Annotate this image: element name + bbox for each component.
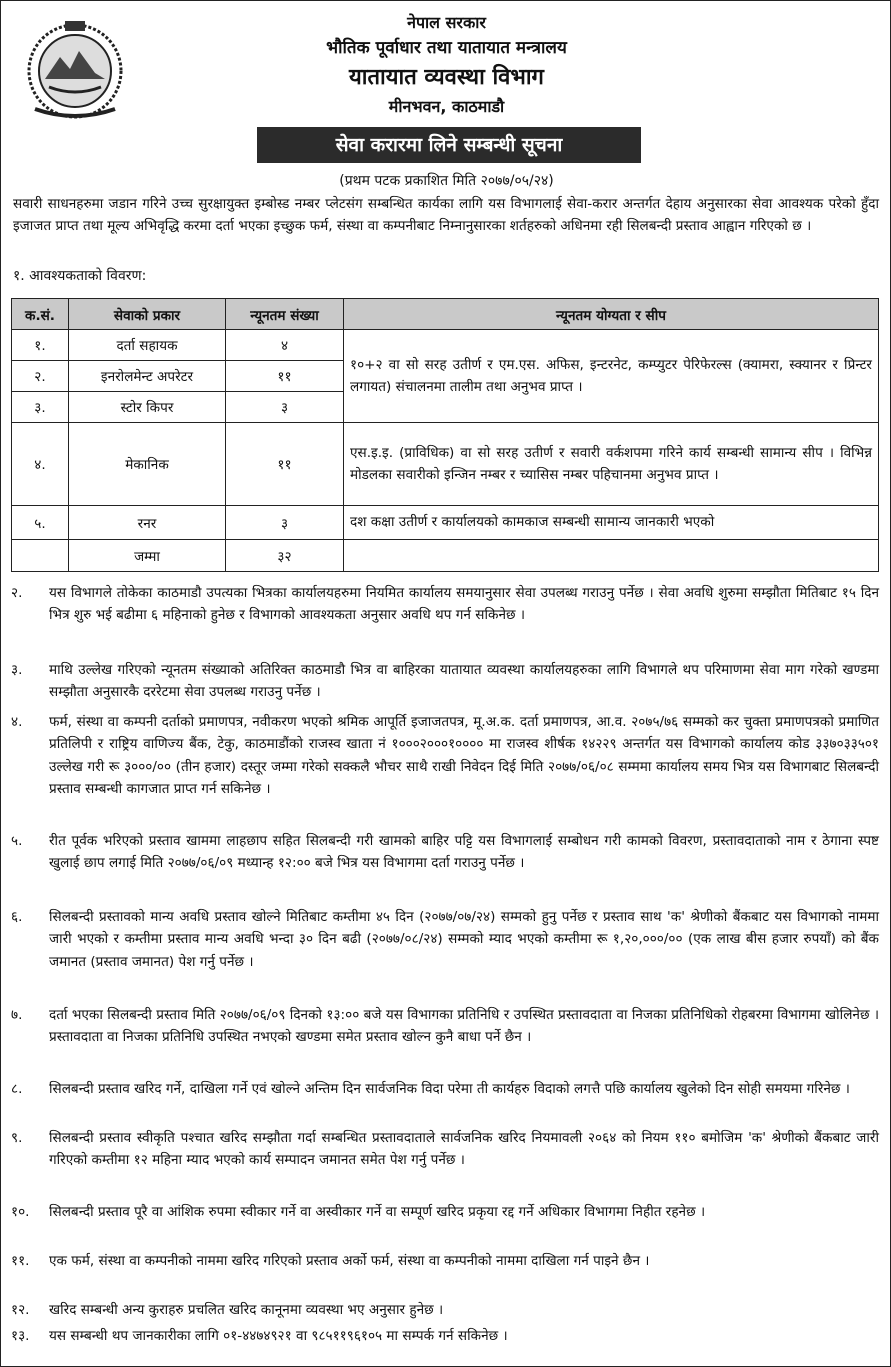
cell-sn: ३. xyxy=(12,391,69,422)
list-item xyxy=(11,582,879,627)
item-text: फर्म, संस्था वा कम्पनी दर्ताको प्रमाणपत्र, नवीकरण भएको श्रमिक आपूर्ति इजाजतपत्र, मू.अ.क. दर्ता प्रमाणपत्र, आ.व. २०७५/७६ सम्मको कर चुक्ता प्रमाणपत्रको प्रमाणित प्रतिलिपी र राष्ट्रिय वाणिज्य बैंक, टेकु, काठमाडौंको राजस्व खाता नं १०००२०००१०००० मा राजस्व शीर्षक १४२२९ अन्तर्गत यस विभागको कार्यालय कोड ३३७०३३५०१ उल्लेख गरी रू ३०००/०० (तीन हजार) दस्तूर जम्मा गरेको सक्कलै भौचर साथै राखी निवेदन दिई मिति २०७७/०६/०८ सम्ममा कार्यालय समय भित्र यस विभागबाट सिलबन्दी प्रस्ताव सम्बन्धी कागजात प्राप्त गर्न सकिनेछ । xyxy=(49,714,879,798)
item-number: ४. xyxy=(11,714,23,730)
col-header-qualification: न्यूनतम योग्यता र सीप xyxy=(344,299,879,330)
list-item xyxy=(11,1250,879,1272)
col-header-sn: क.सं. xyxy=(12,299,69,330)
item-text: यस विभागले तोकेका काठमाडौ उपत्यका भित्रका कार्यालयहरुमा नियमित कार्यालय समयानुसार सेवा उपलब्ध गराउनु पर्नेछ । सेवा अवधि शुरुमा सम्झौता मितिबाट १५ दिन भित्र शुरु भई बढीमा ६ महिनाको हुनेछ र विभागको आवश्यकता अनुसार अवधि थप गर्न सकिनेछ । xyxy=(49,585,879,624)
cell-qualification: १०+२ वा सो सरह उतीर्ण र एम.एस. अफिस, इन्टरनेट, कम्प्युटर पेरिफेरल्स (क्यामरा, स्क्यानर र प्रिन्टर लगायत) संचालनमा तालीम तथा अनुभव प्राप्त । xyxy=(344,330,879,423)
item-text: दर्ता भएका सिलबन्दी प्रस्ताव मिति २०७७/०६/०९ दिनको १३:०० बजे यस विभागका प्रतिनिधि र उपस्थित प्रस्तावदाता वा निजका प्रतिनिधिको रोहबरमा विभागमा खोलिनेछ । प्रस्तावदाता वा निजका प्रतिनिधि उपस्थित नभएको खण्डमा समेत प्रस्ताव खोल्न कुनै बाधा पर्ने छैन । xyxy=(49,1007,879,1046)
list-item xyxy=(11,906,879,973)
cell-count: ११ xyxy=(226,360,344,391)
cell-qualification: एस.इ.इ. (प्राविधिक) वा सो सरह उतीर्ण र सवारी वर्कशपमा गरिने कार्य सम्बन्धी सामान्य सीप । विभिन्न मोडलका सवारीको इन्जिन नम्बर र च्यासिस नम्बर पहिचानमा अनुभव प्राप्त । xyxy=(344,422,879,505)
section-heading: १. आवश्यकताको विवरण: xyxy=(13,268,147,284)
header-ministry: भौतिक पूर्वाधार तथा यातायात मन्त्रालय xyxy=(326,38,567,58)
item-number: १३. xyxy=(11,1328,30,1344)
item-number: ५. xyxy=(11,833,23,849)
item-text: माथि उल्लेख गरिएको न्यूनतम संख्याको अतिरिक्त काठमाडौ भित्र वा बाहिरका यातायात व्यवस्था कार्यालयहरुका लागि विभागले थप परिमाणमा सेवा माग गरेको खण्डमा सम्झौता अनुसारकै दररेटमा सेवा उपलब्ध गराउनु पर्नेछ । xyxy=(49,662,879,701)
cell-service-type: मेकानिक xyxy=(69,422,226,505)
item-text: सिलबन्दी प्रस्ताव स्वीकृति पश्चात खरिद सम्झौता गर्दा सम्बन्धित प्रस्तावदाताले सार्वजनिक खरिद नियमावली २०६४ को नियम ११० बमोजिम 'क' श्रेणीको बैंकबाट जारी गरिएको कम्तीमा १२ महिना म्याद भएको कार्य सम्पादन जमानत समेत पेश गर्नु पर्नेछ । xyxy=(49,1130,879,1169)
cell-total-label: जम्मा xyxy=(69,539,226,571)
publish-date: (प्रथम पटक प्रकाशित मिति २०७७/०५/२४) xyxy=(339,173,554,189)
cell-qualification: दश कक्षा उतीर्ण र कार्यालयको कामकाज सम्बन्धी सामान्य जानकारी भएको xyxy=(344,505,879,539)
table-total-row xyxy=(12,539,879,571)
table-header-row xyxy=(12,299,879,330)
item-number: १०. xyxy=(11,1204,30,1220)
header-government: नेपाल सरकार xyxy=(407,13,486,32)
list-item xyxy=(11,1004,879,1049)
item-number: ३. xyxy=(11,662,23,678)
cell-count: ३ xyxy=(226,391,344,422)
cell-sn: ४. xyxy=(12,422,69,505)
item-text: सिलबन्दी प्रस्तावको मान्य अवधि प्रस्ताव खोल्ने मितिबाट कम्तीमा ४५ दिन (२०७७/०७/२४) सम्मको हुनु पर्नेछ र प्रस्ताव साथ 'क' श्रेणीको बैंकबाट यस विभागको नाममा जारी भएको र कम्तीमा प्रस्ताव मान्य अवधि भन्दा ३० दिन बढी (२०७७/०८/२४) सम्मको म्याद भएको कम्तीमा रू १,२०,०००/०० (एक लाख बीस हजार रुपयाँ) को बैंक जमानत (प्रस्ताव जमानत) पेश गर्नु पर्नेछ । xyxy=(49,909,879,970)
item-number: ९. xyxy=(11,1130,23,1146)
cell-sn: १. xyxy=(12,330,69,361)
cell-service-type: स्टोर किपर xyxy=(69,391,226,422)
cell-total-value: ३२ xyxy=(226,539,344,571)
list-item xyxy=(11,659,879,704)
cell-count: ११ xyxy=(226,422,344,505)
list-item xyxy=(11,1325,879,1347)
table-row xyxy=(12,505,879,539)
col-header-service-type: सेवाको प्रकार xyxy=(69,299,226,330)
cell-sn: ५. xyxy=(12,505,69,539)
cell-empty xyxy=(12,539,69,571)
cell-count: ३ xyxy=(226,505,344,539)
item-number: ८. xyxy=(11,1081,23,1097)
item-number: ६. xyxy=(11,909,23,925)
item-number: २. xyxy=(11,585,23,601)
table-row xyxy=(12,330,879,361)
list-item xyxy=(11,1201,879,1223)
item-text: खरिद सम्बन्धी अन्य कुराहरु प्रचलित खरिद कानूनमा व्यवस्था भए अनुसार हुनेछ । xyxy=(49,1302,444,1318)
item-text: सिलबन्दी प्रस्ताव खरिद गर्ने, दाखिला गर्ने एवं खोल्ने अन्तिम दिन सार्वजनिक विदा परेमा ती कार्यहरु विदाको लगत्तै पछि कार्यालय खुलेको दिन सोही समयमा गरिनेछ । xyxy=(49,1081,850,1097)
cell-service-type: रनर xyxy=(69,505,226,539)
item-number: ७. xyxy=(11,1007,23,1023)
item-text: रीत पूर्वक भरिएको प्रस्ताव खाममा लाहछाप सहित सिलबन्दी गरी खामको बाहिर पट्टि यस विभागलाई सम्बोधन गरी कामको विवरण, प्रस्तावदाताको नाम र ठेगाना स्पष्ट खुलाई छाप लगाई मिति २०७७/०६/०९ मध्यान्ह १२:०० बजे भित्र यस विभागमा दर्ता गराउनु पर्नेछ । xyxy=(49,833,879,872)
list-item xyxy=(11,1299,879,1321)
notice-title: सेवा करारमा लिने सम्बन्धी सूचना xyxy=(257,127,641,163)
cell-service-type: दर्ता सहायक xyxy=(69,330,226,361)
list-item xyxy=(11,830,879,875)
cell-empty xyxy=(344,539,879,571)
item-number: ११. xyxy=(11,1253,30,1269)
list-item xyxy=(11,711,879,801)
item-number: १२. xyxy=(11,1302,30,1318)
table-row xyxy=(12,422,879,505)
intro-paragraph: सवारी साधनहरुमा जडान गरिने उच्च सुरक्षायुक्त इम्बोस्ड नम्बर प्लेटसंग सम्बन्धित कार्यका लागि यस विभागलाई सेवा-करार अन्तर्गत देहाय अनुसारका सेवा आवश्यक परेको हुँदा इजाजत प्राप्त तथा मूल्य अभिवृद्धि करमा दर्ता भएका इच्छुक फर्म, संस्था वा कम्पनीबाट निम्नानुसारका शर्तहरुको अधिनमा रही सिलबन्दी प्रस्ताव आह्वान गरिएको छ । xyxy=(13,196,879,235)
list-item xyxy=(11,1078,879,1100)
cell-service-type: इनरोलमेन्ट अपरेटर xyxy=(69,360,226,391)
header-department: यातायात व्यवस्था विभाग xyxy=(349,65,544,90)
cell-count: ४ xyxy=(226,330,344,361)
list-item xyxy=(11,1127,879,1172)
item-text: एक फर्म, संस्था वा कम्पनीको नाममा खरिद गरिएको प्रस्ताव अर्को फर्म, संस्था वा कम्पनीको नाममा दाखिला गर्न पाइने छैन । xyxy=(49,1253,650,1269)
requirements-table xyxy=(11,298,879,572)
col-header-min-count: न्यूनतम संख्या xyxy=(226,299,344,330)
header-address: मीनभवन, काठमाडौ xyxy=(388,97,505,116)
item-text: सिलबन्दी प्रस्ताव पूरै वा आंशिक रुपमा स्वीकार गर्ने वा अस्वीकार गर्ने वा सम्पूर्ण खरिद प्रकृया रद्द गर्ने अधिकार विभागमा निहीत रहनेछ । xyxy=(49,1204,706,1220)
item-text: यस सम्बन्धी थप जानकारीका लागि ०१-४४७४९२१ वा ९८५११९६१०५ मा सम्पर्क गर्न सकिनेछ । xyxy=(49,1328,508,1344)
cell-sn: २. xyxy=(12,360,69,391)
